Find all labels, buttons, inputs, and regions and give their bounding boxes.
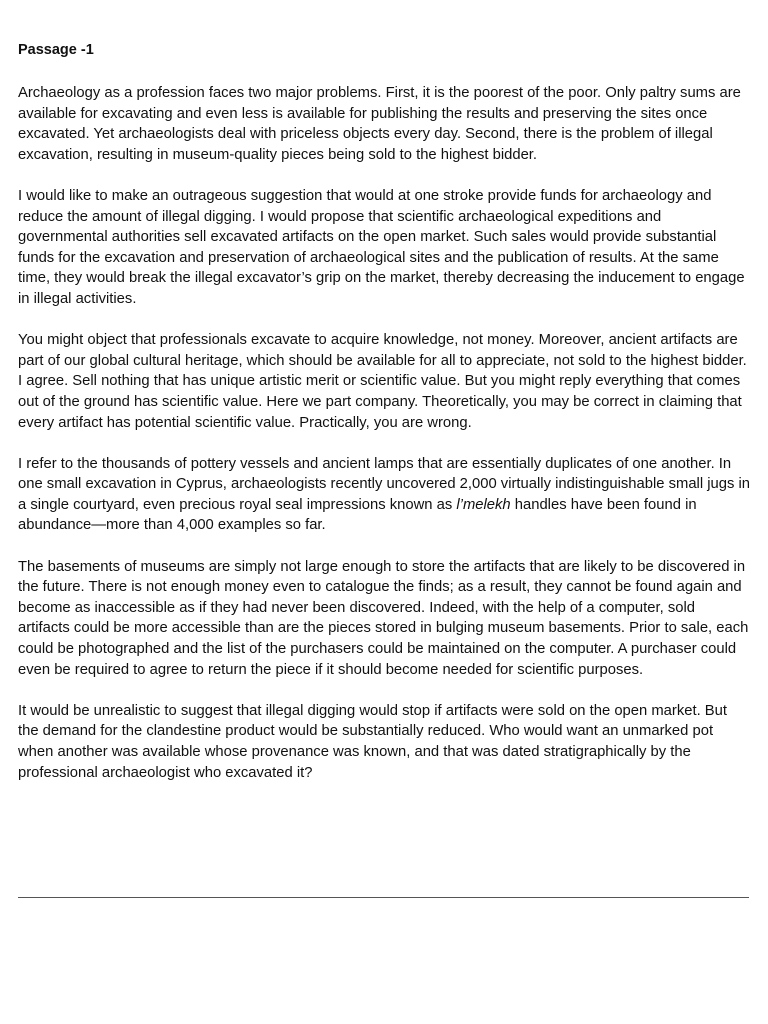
paragraph-4 xyxy=(18,454,750,536)
horizontal-rule xyxy=(18,897,749,898)
paragraph-6: It would be unrealistic to suggest that illegal digging would stop if artifacts were sold on the open market. But the demand for the clandestine product would be substantially reduced. Who would want an unmarked pot when another was available whose provenance was known, and that was dated stratigraphically by the professional archaeologist who excavated it? xyxy=(18,702,728,781)
passage-title: Passage -1 xyxy=(18,42,94,58)
paragraph-2: I would like to make an outrageous suggestion that would at one stroke provide funds for archaeology and reduce the amount of illegal digging. I would propose that scientific archaeological expeditions and governmental authorities sell excavated artifacts on the open market. Such sales would provide substantial funds for the excavation and preservation of archaeological sites and the publication of results. At the same time, they would break the illegal excavator’s grip on the market, thereby decreasing the inducement to engage in illegal activities. xyxy=(18,187,745,307)
paragraph-5: The basements of museums are simply not large enough to store the artifacts that are likely to be discovered in the future. There is not enough money even to catalogue the finds; as a result, they cannot be found again and become as inaccessible as if they had never been discovered. Indeed, with the help of a computer, sold artifacts could be more accessible than are the pieces stored in bulging museum basements. Prior to sale, each could be photographed and the list of the purchasers could be maintained on the computer. A purchaser could even be required to agree to return the piece if it should become needed for scientific purposes. xyxy=(18,558,749,678)
document-page xyxy=(18,40,750,804)
paragraph-4-italic-term: l’melekh xyxy=(456,496,511,513)
paragraph-4-text-before: I refer to the thousands of pottery vessels and ancient lamps that are essentially duplicates of one another. In one small excavation in Cyprus, archaeologists recently uncovered 2,000 virtually indistinguishable small jugs in a single courtyard, even precious royal seal impressions known as xyxy=(18,455,751,513)
paragraph-4-text-after: handles have been found in abundance—more than 4,000 examples so far. xyxy=(18,496,697,534)
paragraph-3: You might object that professionals excavate to acquire knowledge, not money. Moreover, ancient artifacts are part of our global cultural heritage, which should be available for all to appreciate, not sold to the highest bidder. I agree. Sell nothing that has unique artistic merit or scientific value. But you might reply everything that comes out of the ground has scientific value. Here we part company. Theoretically, you may be correct in claiming that every artifact has potential scientific value. Practically, you are wrong. xyxy=(18,332,747,431)
paragraph-1: Archaeology as a profession faces two major problems. First, it is the poorest of the poor. Only paltry sums are available for excavating and even less is available for publishing the results and preserving the sites once excavated. Yet archaeologists deal with priceless objects every day. Second, there is the problem of illegal excavation, resulting in museum-quality pieces being sold to the highest bidder. xyxy=(18,85,741,163)
